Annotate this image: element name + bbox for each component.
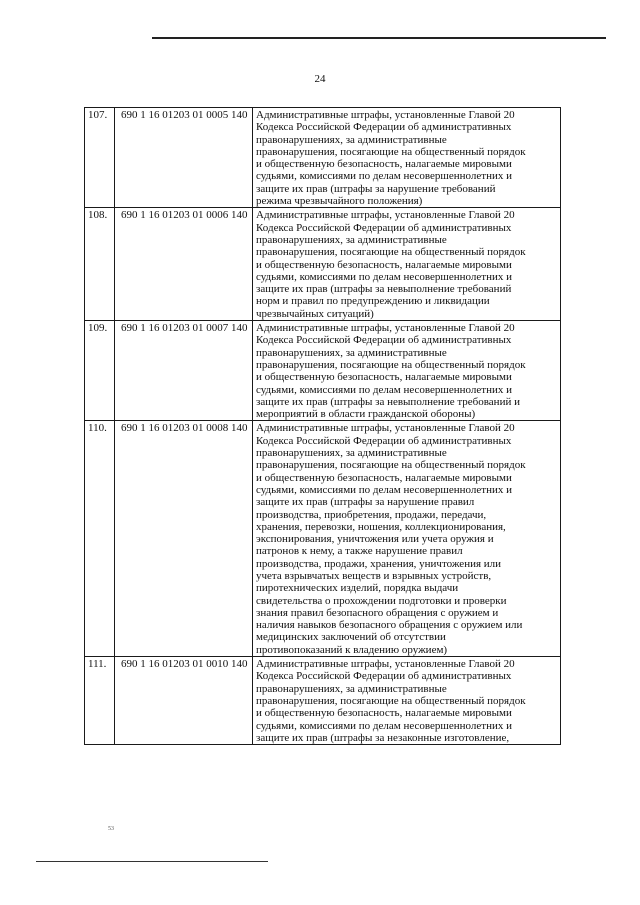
budget-code: 690 1 16 01203 01 0010 140	[115, 657, 253, 745]
description-line: Кодекса Российской Федерации об административных	[256, 434, 512, 447]
description-line: Кодекса Российской Федерации об административных	[256, 334, 512, 347]
row-number: 111.	[85, 657, 115, 745]
fine-description	[253, 321, 561, 421]
budget-code: 690 1 16 01203 01 0008 140	[115, 421, 253, 657]
description-line: судьями, комиссиями по делам несовершеннолетних и	[256, 483, 513, 496]
description-line: Кодекса Российской Федерации об административных	[256, 221, 512, 234]
description-line: правонарушения, посягающие на общественный порядок	[256, 246, 526, 259]
fine-description	[253, 657, 561, 745]
description-line: противопоказаний к владению оружием)	[256, 643, 448, 656]
description-line: Административные штрафы, установленные Главой 20	[256, 109, 515, 121]
description-line: знания правил безопасного обращения с оружием и	[256, 606, 499, 619]
page-number: 24	[314, 73, 326, 85]
description-line: защите их прав (штрафы за нарушение правил	[256, 496, 475, 509]
top-rule	[152, 37, 606, 39]
footer-mark: 53	[108, 826, 114, 832]
row-number: 109.	[85, 321, 115, 421]
description-line: медицинских заключений об отсутствии	[256, 631, 446, 644]
description-line: Кодекса Российской Федерации об административных	[256, 121, 512, 134]
fines-table	[84, 107, 561, 745]
fine-description	[253, 108, 561, 208]
description-line: чрезвычайных ситуаций)	[256, 307, 374, 320]
description-line: защите их прав (штрафы за невыполнение требований и	[256, 395, 520, 408]
description-line: правонарушениях, за административные	[256, 447, 447, 460]
description-line: производства, приобретения, продажи, передачи,	[256, 508, 487, 521]
description-line: Административные штрафы, установленные Главой 20	[256, 322, 515, 335]
budget-code: 690 1 16 01203 01 0005 140	[115, 108, 253, 208]
row-number: 110.	[85, 421, 115, 657]
description-line: свидетельства о прохождении подготовки и проверки	[256, 594, 507, 607]
description-line: правонарушениях, за административные	[256, 233, 447, 246]
description-line: защите их прав (штрафы за невыполнение требований	[256, 283, 512, 296]
description-line: и общественную безопасность, налагаемые мировыми	[256, 158, 512, 171]
table-row	[85, 657, 561, 745]
description-line: режима чрезвычайного положения)	[256, 195, 423, 208]
description-line: и общественную безопасность, налагаемые мировыми	[256, 707, 512, 720]
description-line: хранения, перевозки, ношения, коллекционирования,	[256, 520, 506, 533]
description-line: экспонирования, уничтожения или учета оружия и	[256, 533, 494, 546]
fine-description	[253, 421, 561, 657]
budget-code: 690 1 16 01203 01 0007 140	[115, 321, 253, 421]
description-line: судьями, комиссиями по делам несовершеннолетних и	[256, 383, 513, 396]
fines-table-body	[85, 108, 561, 745]
description-line: правонарушениях, за административные	[256, 682, 447, 695]
description-line: судьями, комиссиями по делам несовершеннолетних и	[256, 270, 513, 283]
description-line: пиротехнических изделий, порядка выдачи	[256, 582, 459, 595]
budget-code: 690 1 16 01203 01 0006 140	[115, 208, 253, 321]
description-line: мероприятий в области гражданской обороны)	[256, 408, 476, 421]
description-line: судьями, комиссиями по делам несовершеннолетних и	[256, 719, 513, 732]
description-line: производства, продажи, хранения, уничтожения или	[256, 557, 502, 570]
description-line: Кодекса Российской Федерации об административных	[256, 670, 512, 683]
table-row	[85, 321, 561, 421]
description-line: правонарушения, посягающие на общественный порядок	[256, 459, 526, 472]
bottom-rule	[36, 861, 268, 862]
table-row	[85, 421, 561, 657]
description-line: правонарушениях, за административные	[256, 133, 447, 146]
fine-description	[253, 208, 561, 321]
row-number: 107.	[85, 108, 115, 208]
table-row	[85, 108, 561, 208]
description-line: учета взрывчатых веществ и взрывных устройств,	[256, 569, 492, 582]
description-line: и общественную безопасность, налагаемые мировыми	[256, 371, 512, 384]
description-line: правонарушения, посягающие на общественный порядок	[256, 145, 526, 158]
description-line: патронов к нему, а также нарушение правил	[256, 545, 463, 558]
table-row	[85, 208, 561, 321]
description-line: судьями, комиссиями по делам несовершеннолетних и	[256, 170, 513, 183]
description-line: защите их прав (штрафы за нарушение требований	[256, 182, 496, 195]
description-line: и общественную безопасность, налагаемые мировыми	[256, 471, 512, 484]
description-line: правонарушениях, за административные	[256, 346, 447, 359]
row-number: 108.	[85, 208, 115, 321]
description-line: Административные штрафы, установленные Главой 20	[256, 658, 515, 671]
description-line: норм и правил по предупреждению и ликвидации	[256, 295, 490, 308]
description-line: правонарушения, посягающие на общественный порядок	[256, 358, 526, 371]
description-line: Административные штрафы, установленные Главой 20	[256, 209, 515, 222]
description-line: и общественную безопасность, налагаемые мировыми	[256, 258, 512, 271]
description-line: наличия навыков безопасного обращения с оружием или	[256, 619, 523, 632]
description-line: правонарушения, посягающие на общественный порядок	[256, 694, 526, 707]
description-line: защите их прав (штрафы за незаконные изготовление,	[256, 731, 510, 744]
description-line: Административные штрафы, установленные Главой 20	[256, 422, 515, 435]
